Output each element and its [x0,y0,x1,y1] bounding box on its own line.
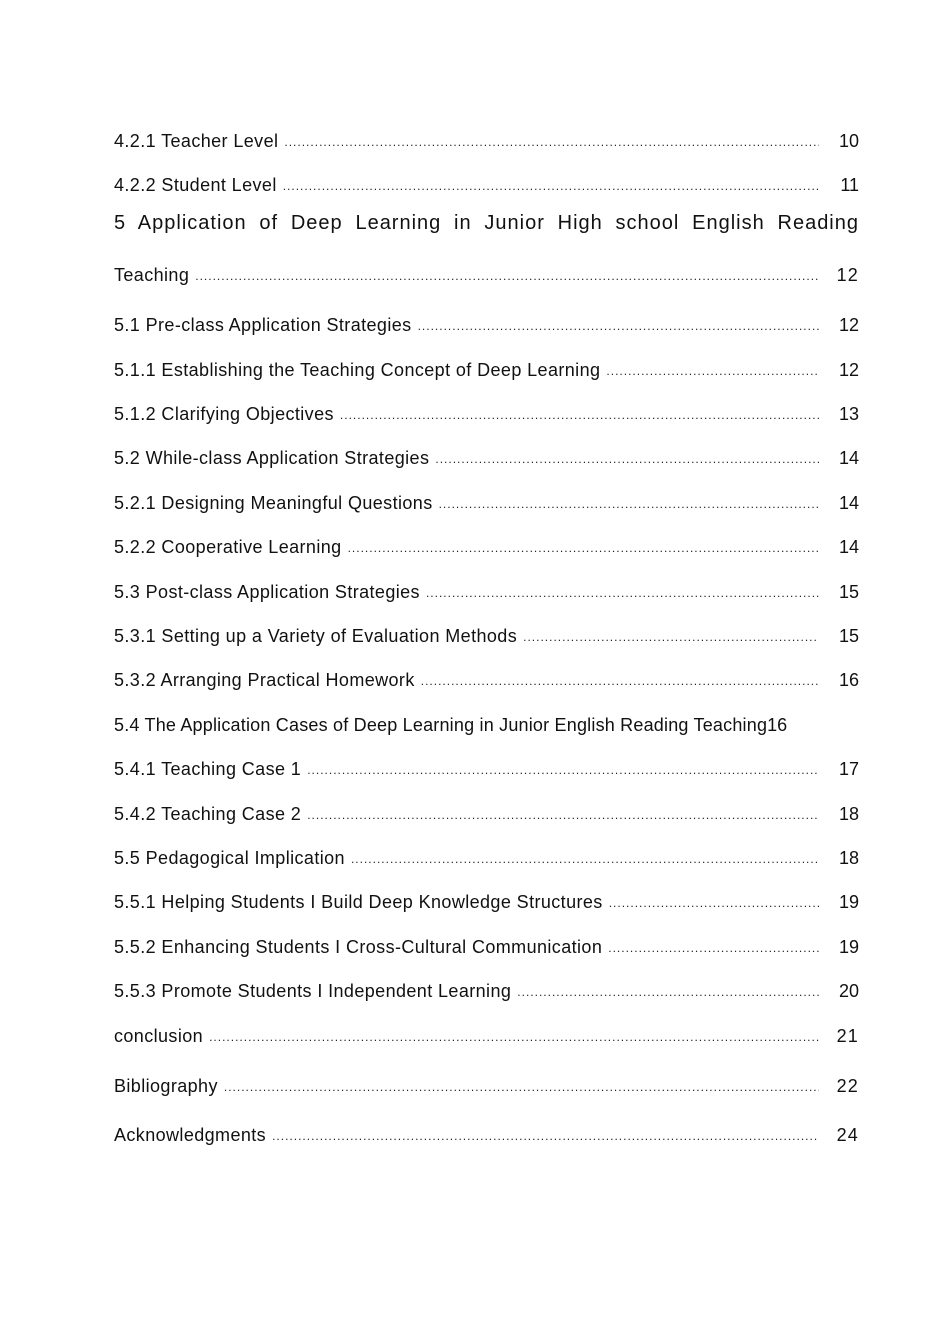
toc-page-number: 18 [838,804,859,824]
toc-leader-dots [224,1080,819,1097]
toc-leader-dots [209,1030,819,1047]
toc-entry[interactable] [114,801,859,825]
toc-entry[interactable] [114,756,859,780]
toc-entry-label: conclusion [114,1026,204,1046]
toc-entry-label: 5.3.2 Arranging Practical Homework [114,670,415,690]
toc-leader-dots [439,497,819,514]
toc-page-number: 11 [840,175,859,195]
toc-entry[interactable] [114,1023,859,1047]
toc-leader-dots [284,135,819,152]
toc-entry[interactable] [114,128,859,152]
toc-entry-label: 5.3.1 Setting up a Variety of Evaluation Methods [114,626,518,646]
toc-leader-dots [307,763,819,780]
toc-leader-dots [418,319,819,336]
toc-entry[interactable] [114,712,874,736]
toc-page-number: 17 [838,759,859,779]
toc-entry[interactable] [114,490,859,514]
toc-entry-label: Teaching [114,265,190,285]
toc-page-number: 12 [838,360,859,380]
toc-page-number: 24 [836,1125,859,1145]
toc-entry[interactable] [114,1122,859,1146]
toc-leader-dots [523,630,819,647]
toc-page-number: 21 [836,1026,859,1046]
toc-leader-dots [351,852,819,869]
toc-leader-dots [272,1129,819,1146]
toc-entry-label: 5.5.3 Promote Students I Independent Learning [114,981,512,1001]
toc-leader-dots [609,896,819,913]
toc-entry-label: 4.2.2 Student Level [114,175,277,195]
toc-entry[interactable] [114,934,859,958]
toc-entry[interactable] [114,312,859,336]
toc-page-number: 12 [838,315,859,335]
toc-entry-label: 5.4.2 Teaching Case 2 [114,804,302,824]
toc-entry[interactable] [114,978,859,1002]
toc-entry-label: 4.2.1 Teacher Level [114,131,279,151]
toc-entry-label: 5.1.1 Establishing the Teaching Concept of Deep Learning [114,360,601,380]
toc-leader-dots [426,586,819,603]
toc-entry[interactable] [114,1073,859,1097]
toc-leader-dots [348,541,819,558]
toc-entry-label: 5.5.2 Enhancing Students I Cross-Cultural Communication [114,937,603,957]
toc-page-number: 15 [838,626,859,646]
toc-page-number: 22 [836,1076,859,1096]
toc-entry-label: 5.2 While-class Application Strategies [114,448,430,468]
toc-page-number: 19 [838,937,859,957]
toc-entry[interactable] [114,667,859,691]
toc-page-number: 18 [838,848,859,868]
toc-page-number: 15 [838,582,859,602]
toc-page-number: 16 [767,715,788,735]
toc-entry[interactable] [114,445,859,469]
toc-chapter-heading[interactable]: 5 Application of Deep Learning in Junior High school English Reading [114,212,859,234]
toc-entry-label: 5.4 The Application Cases of Deep Learning in Junior English Reading Teaching [114,715,768,735]
toc-entry[interactable] [114,262,859,286]
toc-leader-dots [517,985,819,1002]
toc-entry-label: 5.3 Post-class Application Strategies [114,582,420,602]
toc-entry-label: 5.2.2 Cooperative Learning [114,537,342,557]
toc-page-number: 19 [838,892,859,912]
toc-entry[interactable] [114,172,859,196]
toc-page-number: 12 [836,265,859,285]
toc-entry-label: 5.5.1 Helping Students I Build Deep Knowledge Structures [114,892,603,912]
toc-entry[interactable] [114,579,859,603]
toc-entry[interactable] [114,401,859,425]
toc-entry-label: 5.2.1 Designing Meaningful Questions [114,493,433,513]
toc-leader-dots [608,941,819,958]
toc-page-number: 14 [838,537,859,557]
toc-entry[interactable] [114,889,859,913]
toc-leader-dots [421,674,819,691]
toc-leader-dots [435,452,819,469]
toc-entry[interactable] [114,845,859,869]
toc-page-number: 14 [838,448,859,468]
toc-page-number: 10 [838,131,859,151]
toc-leader-dots [283,179,819,196]
toc-entry-label: 5.1.2 Clarifying Objectives [114,404,334,424]
toc-entry-label: 5.1 Pre-class Application Strategies [114,315,412,335]
toc-leader-dots [340,408,819,425]
toc-leader-dots [195,269,819,286]
toc-leader-dots [307,808,819,825]
toc-entry[interactable] [114,534,859,558]
toc-entry[interactable] [114,357,859,381]
toc-entry-label: 5.5 Pedagogical Implication [114,848,345,868]
toc-page-number: 20 [838,981,859,1001]
toc-page-number: 16 [838,670,859,690]
toc-entry-label: Bibliography [114,1076,218,1096]
toc-entry-label: 5.4.1 Teaching Case 1 [114,759,302,779]
toc-leader-dots [606,364,819,381]
toc-page-number: 14 [838,493,859,513]
toc-page-number: 13 [838,404,859,424]
toc-entry[interactable] [114,623,859,647]
toc-entry-label: Acknowledgments [114,1125,267,1145]
